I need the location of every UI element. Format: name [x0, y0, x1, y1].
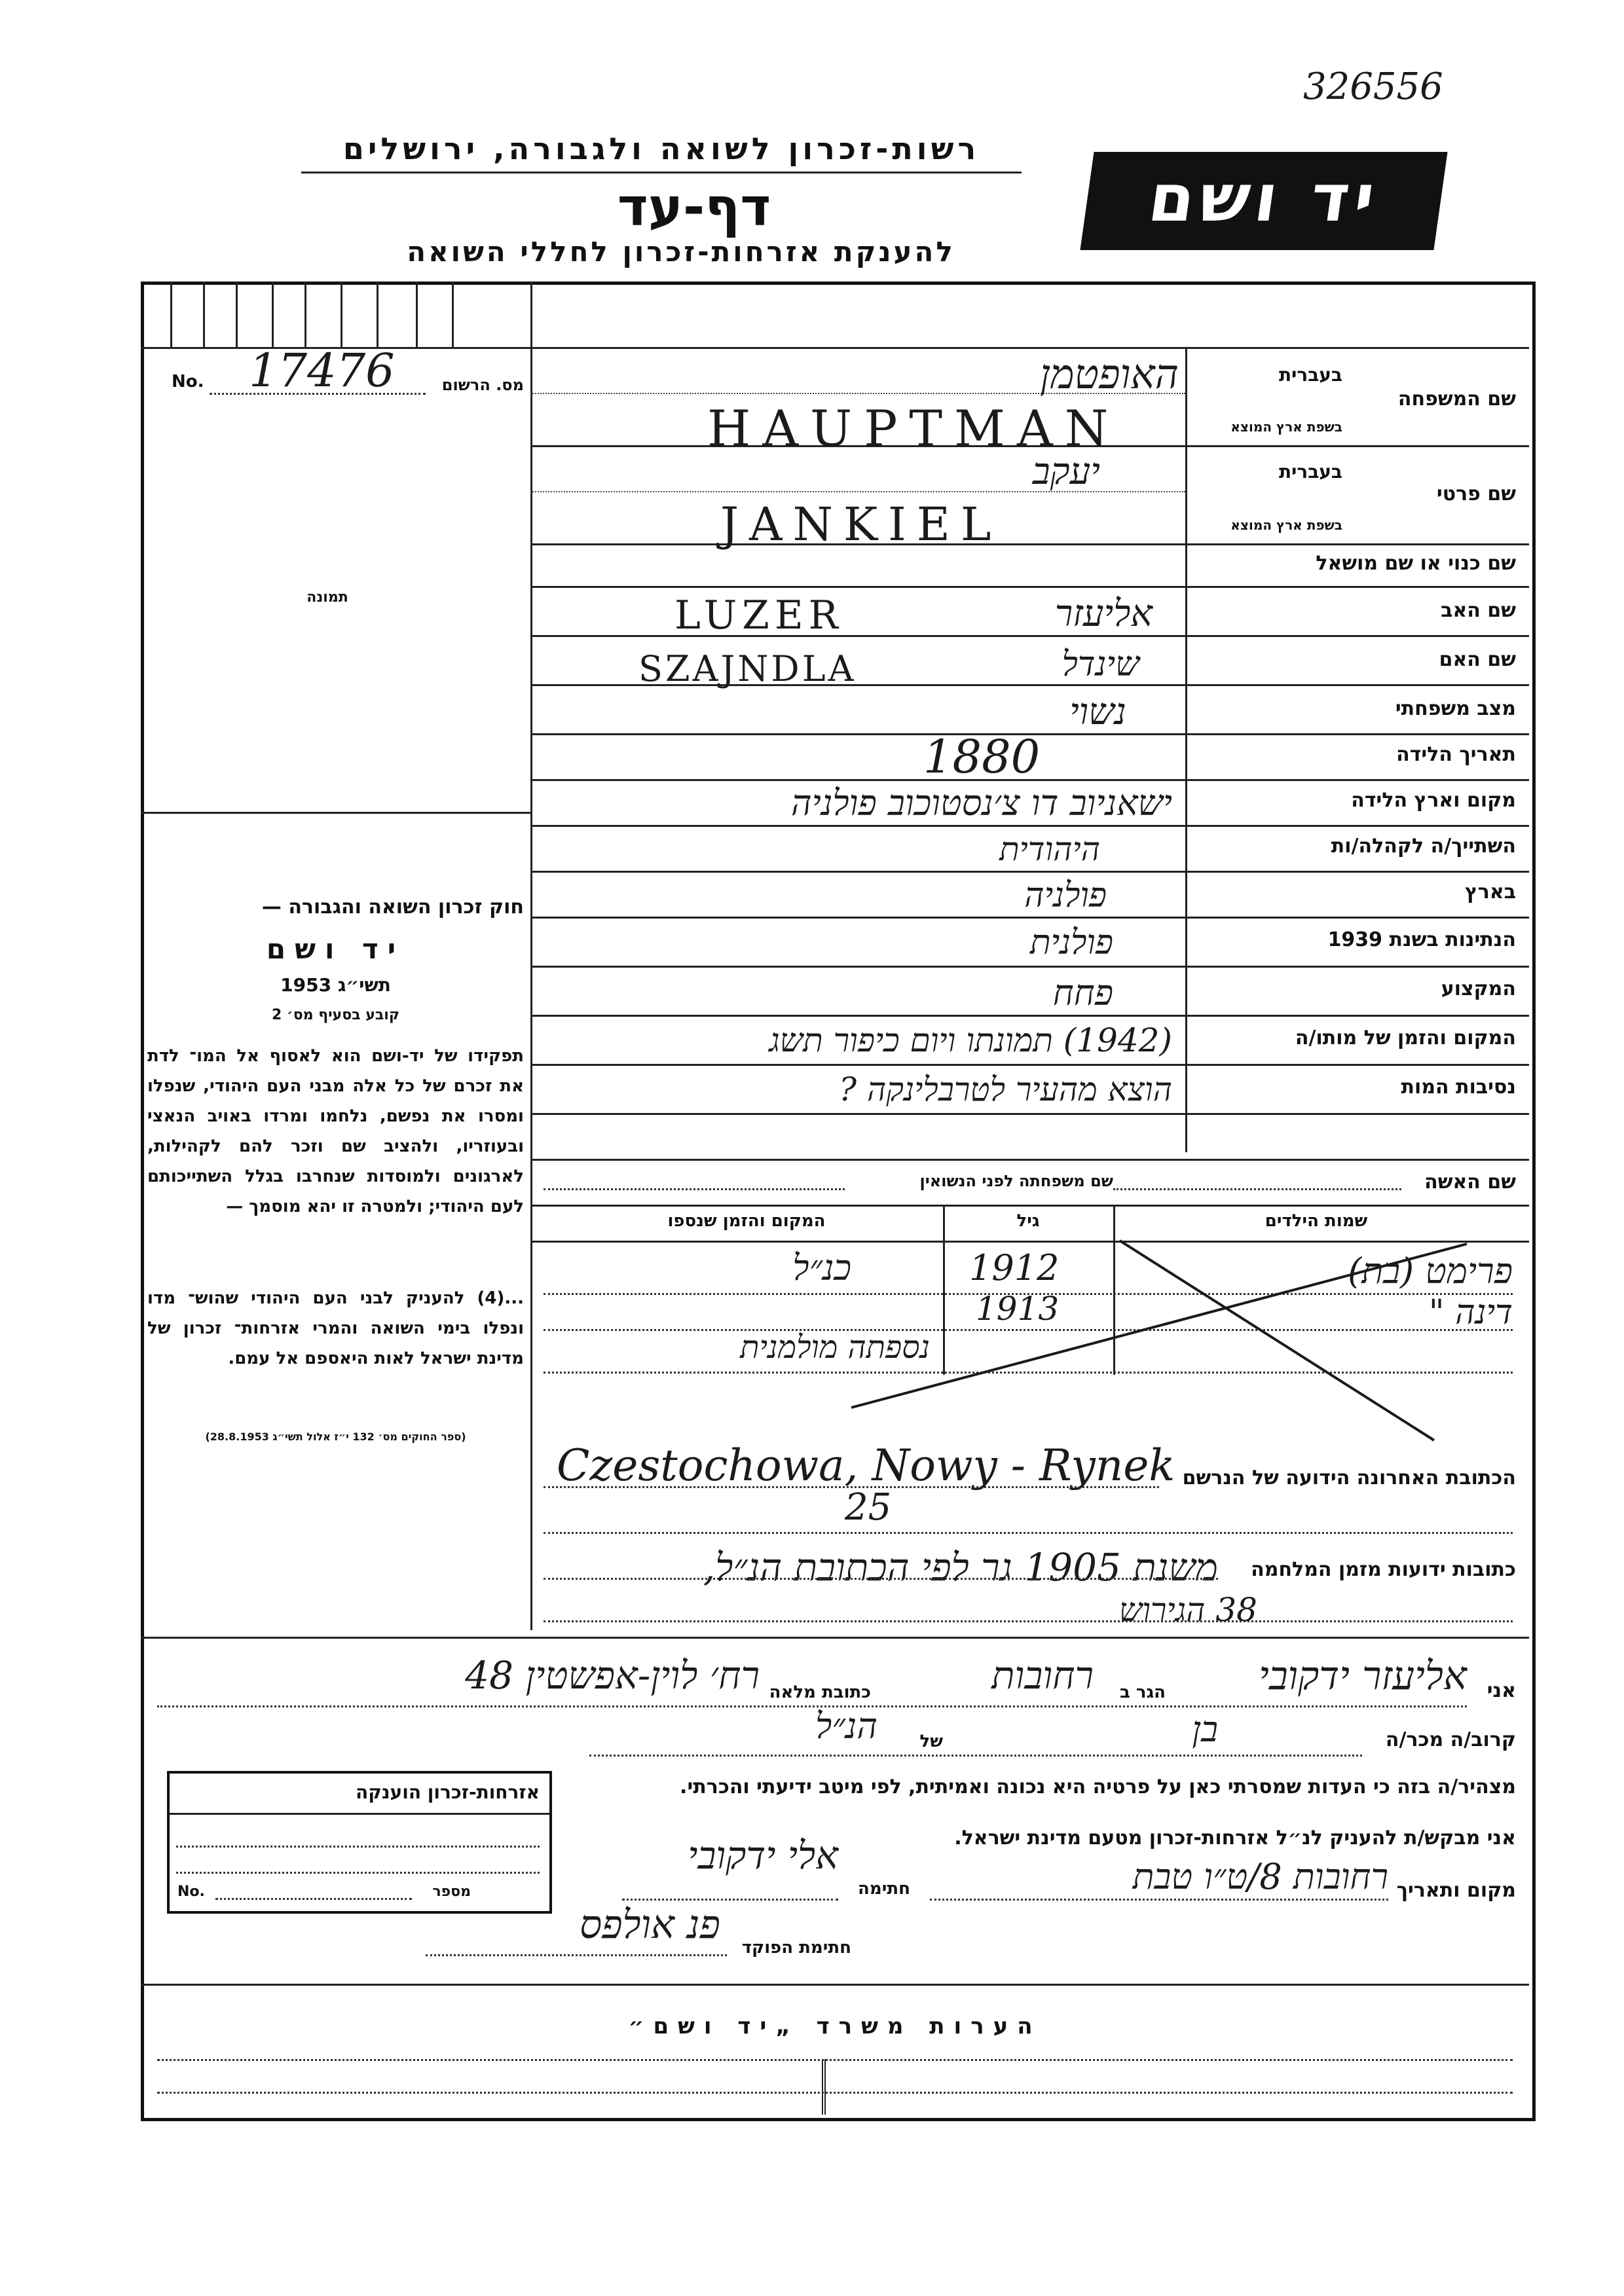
birth-place-value: ישאניוב דו צ׳נסטוכוב פולניה	[791, 782, 1172, 824]
law-text: תפקידו של יד-ושם הוא לאסוף אל המו־ לדת את זכרם של כל אלה מבני העם היהודי, שנפלו ומסרו את נפשם, נלחמו ומרדו באויב הנאצי ובעוזריו, ולהציב שם וזכר להם לקהילות, לארגונים ולמוסדות שנחרבו בגלל השתייכותם לעם היהודי; ולמטרה זו יהא מוסמך —	[147, 1046, 524, 1216]
spouse-label: שם האשה	[1424, 1171, 1516, 1194]
child-3-place: נספתה מולמנית	[740, 1329, 930, 1366]
wartime-address-value-2: 38 הגירוש	[1118, 1591, 1257, 1629]
authority-title: רשות-זכרון לשואה ולגבורה, ירושלים	[342, 131, 980, 166]
birth-date-label: תאריך הלידה	[1396, 743, 1516, 766]
law-title: חוק זכרון השואה והגבורה —	[261, 896, 524, 919]
registry-no-label: No.	[172, 372, 204, 392]
child-1-age: 1912	[969, 1247, 1060, 1288]
law-year: תשי״ג 1953	[280, 974, 391, 996]
officer-signature-label: חתימת הפוקד	[741, 1938, 851, 1958]
law-citation: (ספר החוקים מס׳ 132 י״ז אלול תשי״ג 28.8.1953)	[205, 1430, 466, 1443]
place-date-value: רחובות 8/ט״ו טבת	[1132, 1856, 1388, 1897]
form-subtitle: להענקת אזרחות-זכרון לחללי השואה	[407, 236, 955, 268]
father-label: שם האב	[1441, 599, 1516, 622]
declarant-name: אליעזר ידקובי	[1259, 1653, 1467, 1699]
marital-value: נשוי	[1069, 691, 1126, 733]
citizenship-box-no-label: No.	[177, 1884, 205, 1900]
declarant-ani-label: אני	[1486, 1679, 1516, 1702]
relation-line	[589, 1755, 1362, 1757]
community-value: היהודית	[999, 830, 1100, 868]
wartime-address-line-1	[544, 1578, 1218, 1580]
declarant-signature: אלי ידקובי	[688, 1833, 838, 1878]
relation-value: בן	[1192, 1709, 1218, 1750]
first-origin-label: בשפת ארץ המוצא	[1230, 517, 1342, 533]
child-1-name: פרימט (בת)	[1348, 1250, 1513, 1292]
citizenship-label: הנתינות בשנת 1939	[1327, 928, 1516, 951]
wartime-address-value: משנת 1905 גר לפי הכתובת הנ״ל,	[703, 1545, 1218, 1590]
declarant-resides-label: הגר ב	[1119, 1683, 1166, 1702]
form-title: דף-עד	[617, 177, 771, 238]
notes-line-2	[157, 2092, 1513, 2094]
marital-label: מצב משפחתי	[1395, 697, 1516, 720]
birth-place-label: מקום וארץ הלידה	[1351, 789, 1516, 812]
declarant-full-address-label: כתובת מלאה	[769, 1683, 871, 1702]
signature-label: חתימה	[858, 1879, 910, 1899]
first-name-origin: JANKIEL	[720, 498, 1002, 551]
profession-label: המקצוע	[1441, 977, 1516, 1000]
notes-top	[141, 1984, 1529, 1986]
death-circumstances-label: נסיבות המות	[1401, 1076, 1516, 1099]
last-address-value-2: 25	[845, 1486, 892, 1529]
family-name-label: שם המשפחה	[1397, 388, 1516, 410]
child-1-place: כנ״ל	[792, 1247, 851, 1288]
photo-label: תמונה	[306, 589, 348, 606]
citizenship-value: פולנית	[1029, 923, 1113, 962]
spouse-maiden-label: שם משפחתה לפני הנשואין	[919, 1172, 1113, 1190]
profession-value: פחח	[1052, 972, 1113, 1013]
relation-label: קרוב/ה מכר/ה	[1385, 1728, 1516, 1751]
children-age-header: גיל	[1016, 1211, 1040, 1231]
family-name-hebrew: האופטמן	[1040, 350, 1179, 398]
declarant-city: רחובות	[991, 1653, 1094, 1698]
last-address-label: הכתובת האחרונה הידועה של הנרשם	[1182, 1467, 1516, 1489]
family-name-origin: HAUPTMAN	[707, 399, 1120, 458]
citizenship-granted-box	[167, 1771, 552, 1914]
nickname-label: שם כנוי או שם מושאל	[1316, 552, 1516, 575]
first-name-label: שם פרטי	[1436, 483, 1516, 505]
family-hebrew-label: בעברית	[1278, 364, 1342, 386]
declarant-full-address: רח׳ לוין-אפשטין 48	[465, 1653, 760, 1698]
notes-title: הערות משרד „יד ושם״	[628, 2013, 1042, 2039]
request-text: אני מבקש/ת להעניק לנ״ל אזרחות-זכרון מטעם מדינת ישראל.	[954, 1827, 1516, 1850]
officer-signature: פנ אולפס	[579, 1902, 720, 1948]
citizenship-box-divider	[170, 1813, 549, 1815]
registry-number: 17476	[249, 344, 395, 397]
of-label: של	[919, 1732, 943, 1751]
mother-label: שם האם	[1439, 648, 1516, 671]
notes-divider	[822, 2059, 826, 2115]
archive-number: 326556	[1303, 65, 1443, 108]
child-2-name: דינה "	[1428, 1293, 1513, 1332]
death-place-time-label: המקום והזמן של מותו/ה	[1295, 1027, 1516, 1049]
signature-line	[622, 1899, 838, 1901]
citizenship-box-line-1	[176, 1846, 540, 1848]
place-date-line	[930, 1899, 1388, 1901]
citizenship-box-number-line	[215, 1898, 412, 1900]
of-value: הנ״ל	[815, 1705, 877, 1747]
last-address-line-1	[544, 1486, 1159, 1488]
birth-date-value: 1880	[923, 730, 1041, 784]
officer-signature-line	[426, 1954, 727, 1956]
wartime-address-label: כתובות ידועות מזמן המלחמה	[1251, 1558, 1516, 1581]
declaration-section-top	[141, 1637, 1529, 1639]
country-label: בארץ	[1464, 881, 1516, 903]
children-place-header: המקום והזמן שנספו	[667, 1211, 826, 1231]
death-circumstances-value: הוצא מהעיר לטרבלינקה ?	[839, 1070, 1172, 1108]
law-clause: קובע בסעיף מס׳ 2	[271, 1007, 400, 1023]
father-latin: LUZER	[674, 592, 843, 638]
child-2-age: 1913	[976, 1290, 1060, 1328]
law-name: יד ושם	[266, 933, 405, 965]
wartime-address-line-2	[544, 1620, 1513, 1622]
last-address-value: Czestochowa, Nowy - Rynek	[557, 1440, 1175, 1491]
first-name-hebrew: יעקב	[1032, 450, 1100, 493]
death-place-time-value: (1942) תמונתו ויום כיפור תשג	[769, 1021, 1172, 1059]
place-date-label: מקום ותאריך	[1396, 1879, 1516, 1902]
logo-text: יד ושם	[1143, 160, 1385, 236]
citizenship-box-title: אזרחות-זכרון הוענקה	[356, 1781, 540, 1803]
registry-label: מס. הרשום	[441, 376, 524, 394]
law-text-2: ...(4) להעניק לבני העם היהודי שהוש־ מדו ונפלו בימי השואה והמרי אזרחות־ זכרון של מדינת ישראל לאות היאספם אל עמם.	[147, 1288, 524, 1368]
citizenship-box-line-2	[176, 1872, 540, 1874]
community-label: השתייך/ה לקהלה/ות	[1331, 835, 1516, 858]
declaration-text: מצהיר/ה בזה כי העדות שמסרתי כאן על פרטיה היא נכונה ואמיתית, לפי מיטב ידיעתי והכרתי.	[680, 1776, 1516, 1798]
notes-line-1	[157, 2059, 1513, 2061]
last-address-line-2	[544, 1532, 1513, 1534]
country-value: פולניה	[1024, 876, 1107, 915]
children-names-header: שמות הילדים	[1264, 1211, 1368, 1231]
family-origin-label: בשפת ארץ המוצא	[1230, 419, 1342, 435]
mother-latin: SZAJNDLA	[638, 648, 857, 689]
mother-hebrew: שינדל	[1061, 645, 1139, 684]
first-hebrew-label: בעברית	[1278, 461, 1342, 483]
citizenship-box-number-label: מספר	[432, 1884, 471, 1900]
father-hebrew: אליעזר	[1054, 592, 1153, 635]
